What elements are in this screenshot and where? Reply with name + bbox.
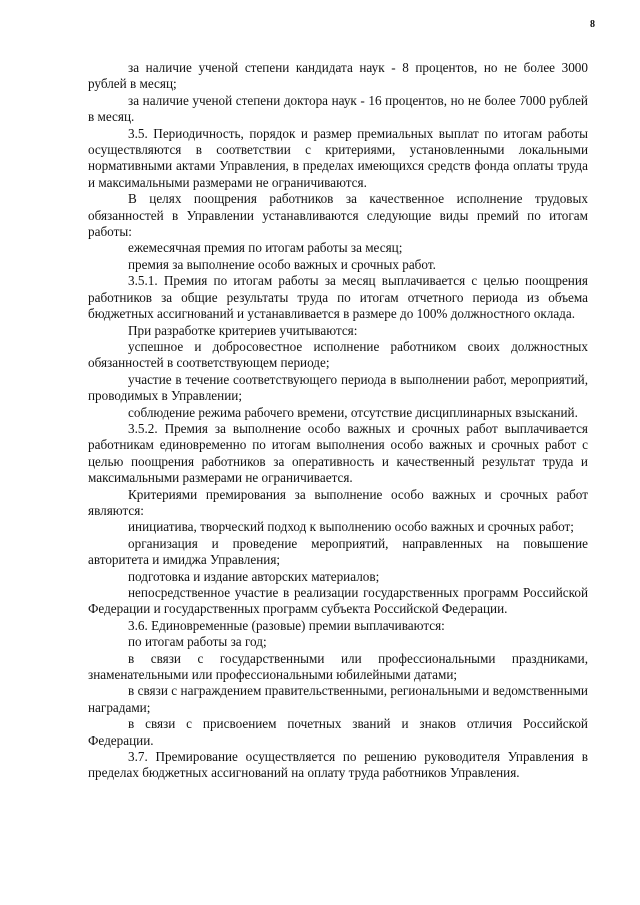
paragraph-13: Критериями премирования за выполнение особо важных и срочных работ являются: xyxy=(88,486,588,518)
paragraph-3: 3.5. Периодичность, порядок и размер премиальных выплат по итогам работы осуществляются в соответствии с критериями, установленными локальными нормативными актами Управления, в пределах имеющихся средств фонда оплаты труда и максимальными размерами не ограничиваются. xyxy=(88,125,588,190)
paragraph-22: в связи с присвоением почетных званий и знаков отличия Российской Федерации. xyxy=(88,716,588,748)
paragraph-19: по итогам работы за год; xyxy=(128,634,267,650)
paragraph-21: в связи с награждением правительственными, региональными и ведомственными наградами; xyxy=(88,683,588,715)
paragraph-8: При разработке критериев учитываются: xyxy=(128,322,358,338)
paragraph-4: В целях поощрения работников за качественное исполнение трудовых обязанностей в Управлении устанавливаются следующие виды премий по итогам работы: xyxy=(88,191,588,240)
paragraph-5: ежемесячная премия по итогам работы за месяц; xyxy=(128,240,403,256)
paragraph-14: инициатива, творческий подход к выполнению особо важных и срочных работ; xyxy=(128,519,574,535)
paragraph-16: подготовка и издание авторских материалов; xyxy=(128,568,380,584)
paragraph-23: 3.7. Премирование осуществляется по решению руководителя Управления в пределах бюджетных ассигнований на оплату труда работников Управления. xyxy=(88,749,588,781)
paragraph-18: 3.6. Единовременные (разовые) премии выплачиваются: xyxy=(128,617,445,633)
paragraph-20: в связи с государственными или профессиональными праздниками, знаменательными или профессиональными юбилейными датами; xyxy=(88,650,588,683)
paragraph-9: успешное и добросовестное исполнение работником своих должностных обязанностей в соответствующем периоде; xyxy=(88,338,588,371)
paragraph-12: 3.5.2. Премия за выполнение особо важных и срочных работ выплачивается работникам единовременно по итогам выполнения особо важных и срочных работ с целью поощрения работников за оперативность и качественный результат труда и максимальными размерами не ограничивается. xyxy=(88,420,588,486)
paragraph-1: за наличие ученой степени кандидата наук - 8 процентов, но не более 3000 рублей в месяц; xyxy=(88,60,588,92)
paragraph-11: соблюдение режима рабочего времени, отсутствие дисциплинарных взысканий. xyxy=(128,404,578,420)
paragraph-7: 3.5.1. Премия по итогам работы за месяц выплачивается с целью поощрения работников за общие результаты труда по итогам отчетного периода из объема бюджетных ассигнований и устанавливается в размере до 100% должностного оклада. xyxy=(88,273,588,322)
document-body xyxy=(88,60,588,782)
page-number: 8 xyxy=(590,19,595,30)
paragraph-6: премия за выполнение особо важных и срочных работ. xyxy=(128,256,436,272)
paragraph-10: участие в течение соответствующего периода в выполнении работ, мероприятий, проводимых в Управлении; xyxy=(88,371,588,404)
paragraph-2: за наличие ученой степени доктора наук - 16 процентов, но не более 7000 рублей в месяц. xyxy=(88,92,588,125)
paragraph-15: организация и проведение мероприятий, направленных на повышение авторитета и имиджа Управления; xyxy=(88,535,588,568)
paragraph-17: непосредственное участие в реализации государственных программ Российской Федерации и государственных программ субъекта Российской Федерации. xyxy=(88,585,588,617)
